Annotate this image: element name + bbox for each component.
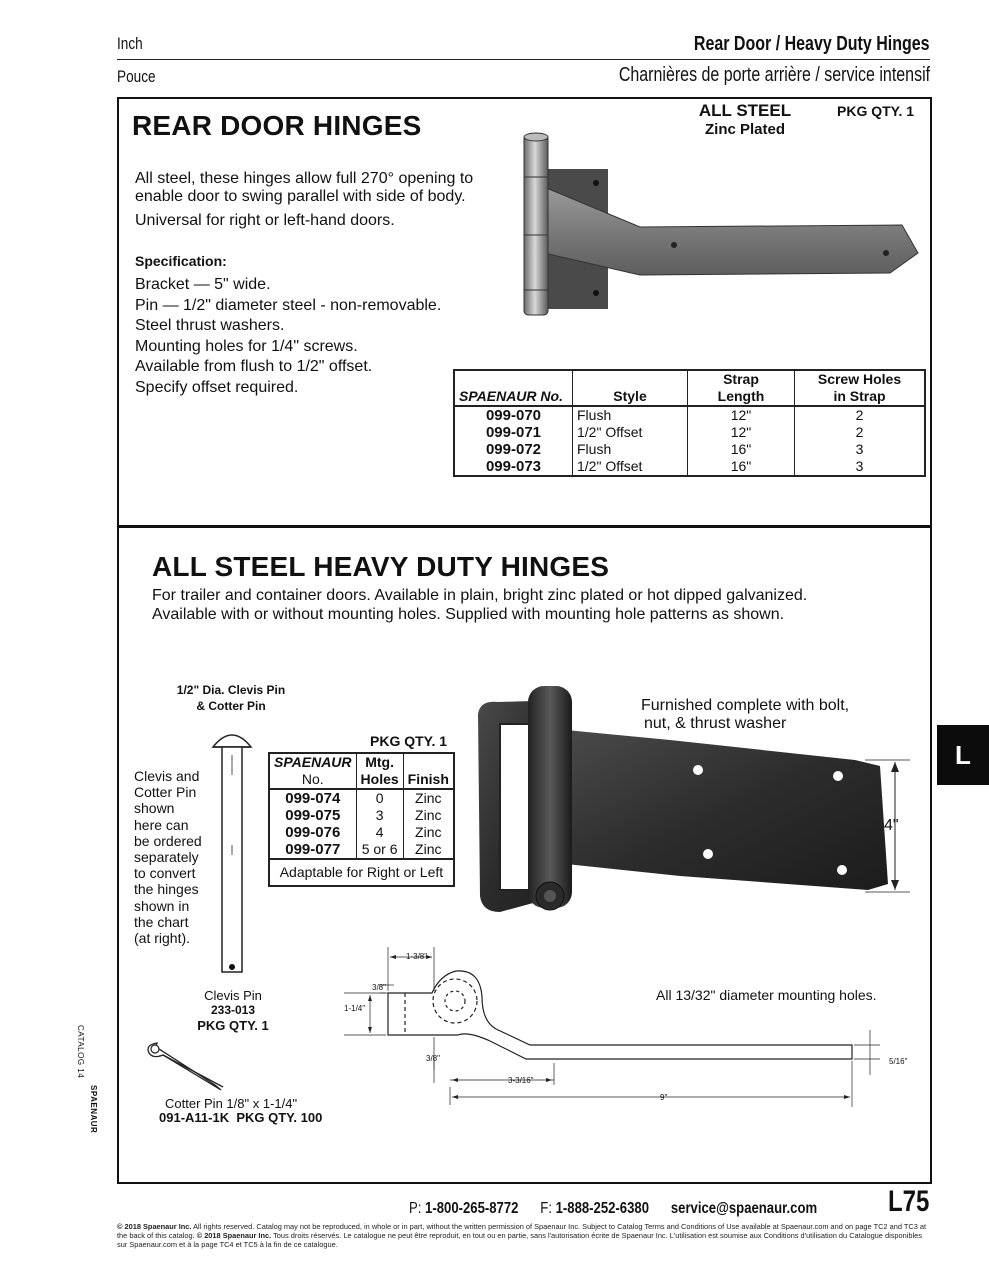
note-line: shown in	[134, 897, 190, 914]
part-number: 099-070	[454, 406, 573, 424]
spec-line-4: Mounting holes for 1/4" screws.	[135, 338, 358, 355]
col-header-part-no: SPAENAUR No.	[269, 753, 356, 789]
legal-text-en: All rights reserved. Catalog may not be reproduced, in whole or in part, without the written permission of Spaenaur Inc. Subject to Catalog Terms and Conditions of Use available at Spaenaur.com and on page TC2 and TC3 at the back of this catalog.	[117, 1222, 927, 1240]
clevis-pin-image	[205, 725, 260, 980]
cotter-pin-info	[159, 1110, 322, 1125]
note-line: (at right).	[134, 930, 191, 947]
legal-copyright-fr: © 2018 Spaenaur Inc.	[196, 1231, 272, 1240]
table-footer: Adaptable for Right or Left	[269, 859, 454, 886]
style-cell: 1/2" Offset	[573, 458, 688, 476]
note-line: to convert	[134, 865, 196, 882]
unit-label-en: Inch	[117, 34, 143, 53]
holes-cell: 2	[855, 407, 864, 423]
holes-cell: 5 or 6	[356, 841, 403, 859]
material-label: ALL STEEL	[698, 101, 792, 120]
table-row	[269, 824, 454, 841]
pkg-qty-1: PKG QTY. 1	[837, 103, 915, 119]
clevis-label-line: & Cotter Pin	[196, 699, 266, 713]
dim-5-16: 5/16"	[889, 1057, 908, 1066]
note-line: Cotter Pin	[134, 784, 197, 801]
clevis-pin-number: 233-013	[210, 1003, 256, 1017]
finish-cell: Zinc	[415, 841, 442, 857]
note-line: Clevis and	[134, 768, 200, 784]
furnished-line: Furnished complete with bolt,	[641, 697, 850, 714]
dim-3-3-16: 3-3/16"	[508, 1076, 534, 1085]
col-header-screw-holes: Screw Holes in Strap	[795, 370, 926, 406]
finish-cell: Zinc	[415, 824, 442, 840]
part-number: 099-077	[269, 841, 356, 859]
length-cell: 12"	[688, 424, 795, 441]
length-cell: 16"	[688, 458, 795, 476]
table-row	[454, 406, 925, 424]
clevis-label	[168, 682, 294, 714]
holes-cell: 3	[855, 441, 864, 457]
col-header-style: Style	[573, 370, 688, 406]
col-header-strap-length: Strap Length	[688, 370, 795, 406]
spec-line-6: Specify offset required.	[135, 379, 299, 396]
part-number: 099-072	[454, 441, 573, 458]
email-link[interactable]: service@spaenaur.com	[670, 1200, 818, 1217]
spec-line-5: Available from flush to 1/2" offset.	[135, 358, 373, 375]
holes-cell: 3	[356, 807, 403, 824]
legal-text-fr: Tous droits réservés. Le catalogue ne peut être reproduit, en tout ou en partie, sans l'autorisation écrite de Spaenaur Inc. L'utilisation est soumise aux Conditions d'utilisation du Catalogue disponibles sur Spaenaur.com et à la page TC4 et TC5 à la fin de ce catalogue.	[117, 1231, 922, 1249]
legal-notice	[117, 1222, 932, 1249]
holes-cell: 3	[855, 458, 864, 474]
part-number: 099-073	[454, 458, 573, 476]
furnished-line: nut, & thrust washer	[644, 715, 787, 732]
dim-top: 1-3/8"	[406, 952, 428, 961]
desc-line-3: Universal for right or left-hand doors.	[135, 212, 395, 229]
table-footer-row	[269, 859, 454, 886]
length-cell: 12"	[688, 406, 795, 424]
clevis-label-line: 1/2" Dia. Clevis Pin	[176, 683, 286, 697]
fax-number: 1-888-252-6380	[555, 1200, 649, 1217]
height-dimension: 4"	[884, 817, 899, 834]
note-line: here can	[134, 816, 189, 833]
catalog-label: CATALOG 14	[76, 1025, 85, 1079]
finish-cell: Zinc	[415, 790, 442, 806]
page-number: L75	[888, 1185, 930, 1218]
part-number: 099-075	[269, 807, 356, 824]
note-line: the chart	[134, 913, 189, 930]
dimension-drawing	[340, 945, 920, 1110]
spec-line-2: Pin — 1/2" diameter steel - non-removable.	[135, 297, 442, 314]
phone-label: P:	[409, 1200, 422, 1217]
holes-cell: 4	[356, 824, 403, 841]
rear-hinge-table	[453, 369, 926, 477]
table-row	[454, 424, 925, 441]
section1-title: REAR DOOR HINGES	[132, 110, 422, 141]
note-line: the hinges	[134, 881, 199, 898]
style-cell: Flush	[573, 406, 688, 424]
fax-label: F:	[540, 1200, 552, 1217]
length-cell: 16"	[688, 441, 795, 458]
rear-door-hinge-image	[510, 125, 925, 325]
section-tab: L	[937, 725, 989, 785]
page-title-en: Rear Door / Heavy Duty Hinges	[694, 33, 930, 55]
dim-3-8-a: 3/8"	[372, 983, 386, 992]
clevis-note	[134, 768, 202, 946]
phone-number[interactable]: 1-800-265-8772	[425, 1200, 519, 1217]
table-row	[269, 807, 454, 824]
legal-copyright-en: © 2018 Spaenaur Inc.	[117, 1222, 192, 1231]
mounting-note: All 13/32" diameter mounting holes.	[656, 987, 877, 1003]
section2-title: ALL STEEL HEAVY DUTY HINGES	[152, 551, 610, 582]
note-line: separately	[134, 849, 199, 866]
table-row	[269, 841, 454, 859]
dim-3-8-b: 3/8"	[426, 1054, 440, 1063]
desc-line-2: enable door to swing parallel with side of body.	[135, 188, 466, 205]
part-number: 099-071	[454, 424, 573, 441]
furnished-note	[641, 697, 849, 733]
note-line: be ordered	[134, 832, 202, 849]
brand-label: SPAENAUR	[89, 1085, 98, 1134]
col-header-mtg-holes: Mtg. Holes	[356, 753, 403, 789]
header-rule	[117, 59, 930, 60]
part-number: 099-076	[269, 824, 356, 841]
spec-line-1: Bracket — 5" wide.	[135, 276, 271, 293]
table-row	[454, 458, 925, 476]
note-line: shown	[134, 800, 175, 817]
cotter-pin-pkg: PKG QTY. 100	[236, 1110, 323, 1125]
part-number: 099-074	[269, 789, 356, 807]
dim-1-1-4: 1-1/4"	[344, 1004, 366, 1013]
table-row	[454, 441, 925, 458]
unit-label-fr: Pouce	[117, 67, 156, 86]
style-cell: 1/2" Offset	[573, 424, 688, 441]
heavy-duty-hinge-table	[268, 752, 455, 887]
clevis-pin-info	[180, 988, 286, 1033]
pkg-qty-2: PKG QTY. 1	[370, 733, 448, 749]
cotter-pin-image	[143, 1035, 228, 1095]
col-header-finish: Finish	[403, 753, 454, 789]
style-cell: Flush	[573, 441, 688, 458]
spec-line-3: Steel thrust washers.	[135, 317, 285, 334]
finish-cell: Zinc	[415, 807, 442, 823]
holes-cell: 2	[855, 424, 864, 440]
cotter-pin-name: Cotter Pin 1/8" x 1-1/4"	[165, 1096, 298, 1111]
holes-cell: 0	[356, 789, 403, 807]
table-row	[269, 789, 454, 807]
section2-desc-1: For trailer and container doors. Available in plain, bright zinc plated or hot dipped galvanized.	[152, 587, 808, 604]
cotter-pin-number: 091-A11-1K	[159, 1110, 230, 1125]
spec-heading: Specification:	[135, 253, 227, 269]
dim-9: 9"	[660, 1093, 668, 1102]
page-title-fr: Charnières de porte arrière / service intensif	[618, 64, 930, 86]
clevis-pin-name: Clevis Pin	[204, 988, 262, 1003]
section2-desc-2: Available with or without mounting holes. Supplied with mounting hole patterns as shown.	[152, 606, 785, 623]
finish-label: Zinc Plated	[704, 121, 786, 138]
clevis-pin-pkg: PKG QTY. 1	[197, 1018, 269, 1033]
contact-line	[409, 1200, 817, 1218]
col-header-part-no: SPAENAUR No.	[454, 370, 573, 406]
section-divider	[117, 525, 932, 528]
desc-line-1: All steel, these hinges allow full 270° opening to	[135, 170, 474, 187]
